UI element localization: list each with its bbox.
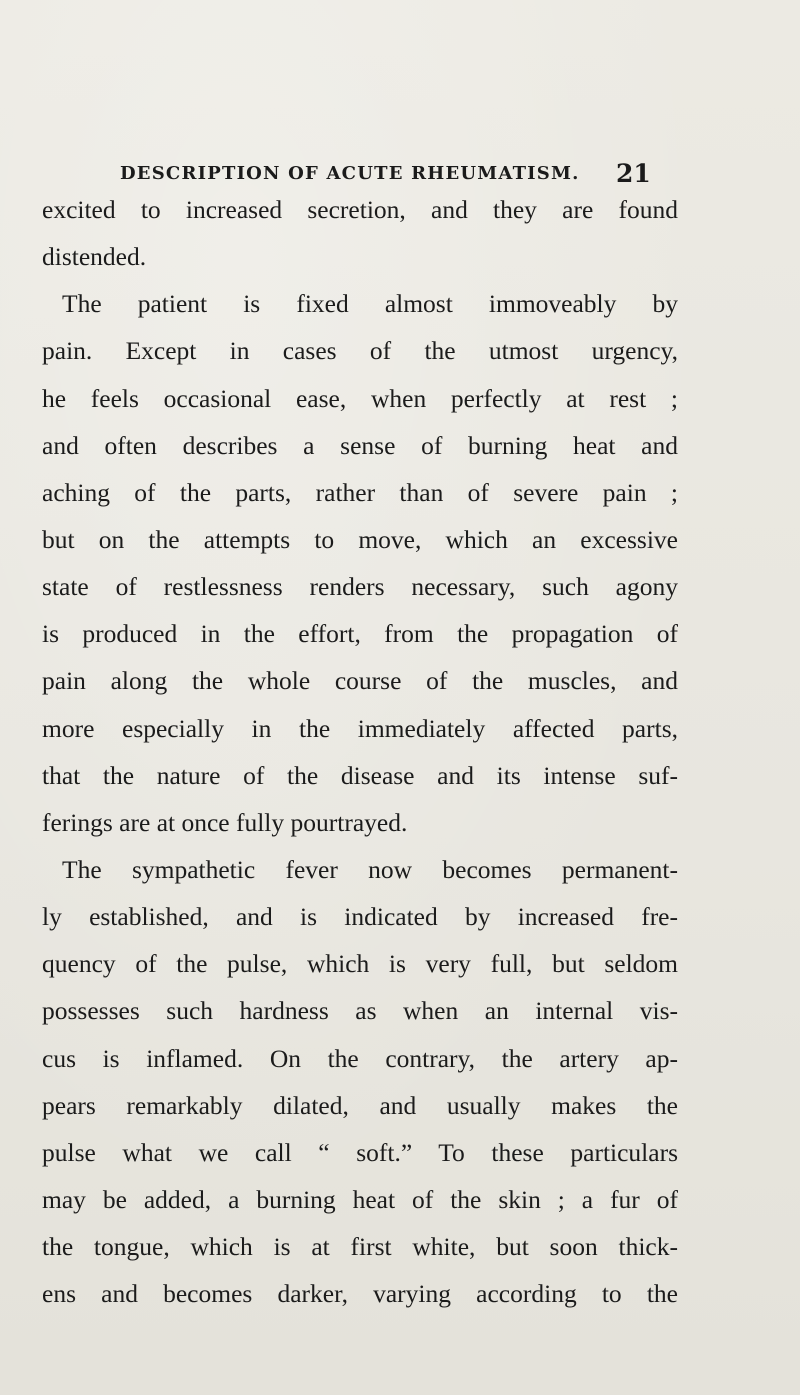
text-line: state of restlessness renders necessary, such agony	[42, 572, 678, 602]
text-line: ly established, and is indicated by increased fre-	[42, 902, 678, 932]
text-line: more especially in the immediately affected parts,	[42, 713, 678, 743]
text-line: ferings are at once fully pourtrayed.	[42, 807, 408, 837]
text-line: excited to increased secretion, and they are found	[42, 195, 678, 224]
running-head	[120, 159, 680, 188]
body-text	[42, 186, 678, 1317]
page-number: 21	[616, 159, 651, 188]
text-line: The patient is fixed almost immoveably by	[62, 289, 678, 319]
text-line: pears remarkably dilated, and usually makes the	[42, 1090, 678, 1120]
text-line: aching of the parts, rather than of severe pain ;	[42, 477, 678, 507]
text-line: ens and becomes darker, varying according to the	[42, 1279, 678, 1309]
text-line: quency of the pulse, which is very full, but seldom	[42, 949, 678, 979]
text-line: but on the attempts to move, which an excessive	[42, 524, 678, 554]
text-line: is produced in the effort, from the propagation of	[42, 619, 678, 649]
text-line: may be added, a burning heat of the skin ; a fur of	[42, 1184, 678, 1214]
text-line: that the nature of the disease and its intense suf-	[42, 760, 678, 790]
text-line: he feels occasional ease, when perfectly at rest ;	[42, 383, 678, 413]
running-head-title: DESCRIPTION OF ACUTE RHEUMATISM.	[120, 163, 580, 184]
text-line: cus is inflamed. On the contrary, the artery ap-	[42, 1043, 678, 1073]
text-line: the tongue, which is at first white, but soon thick-	[42, 1232, 678, 1262]
text-line: pain along the whole course of the muscles, and	[42, 666, 678, 696]
text-line: possesses such hardness as when an internal vis-	[42, 996, 678, 1026]
text-line: pain. Except in cases of the utmost urgency,	[42, 336, 678, 366]
text-line: The sympathetic fever now becomes permanent-	[62, 854, 678, 884]
text-line: distended.	[42, 242, 147, 272]
text-line: and often describes a sense of burning heat and	[42, 430, 678, 460]
text-line: pulse what we call “ soft.” To these particulars	[42, 1137, 678, 1167]
